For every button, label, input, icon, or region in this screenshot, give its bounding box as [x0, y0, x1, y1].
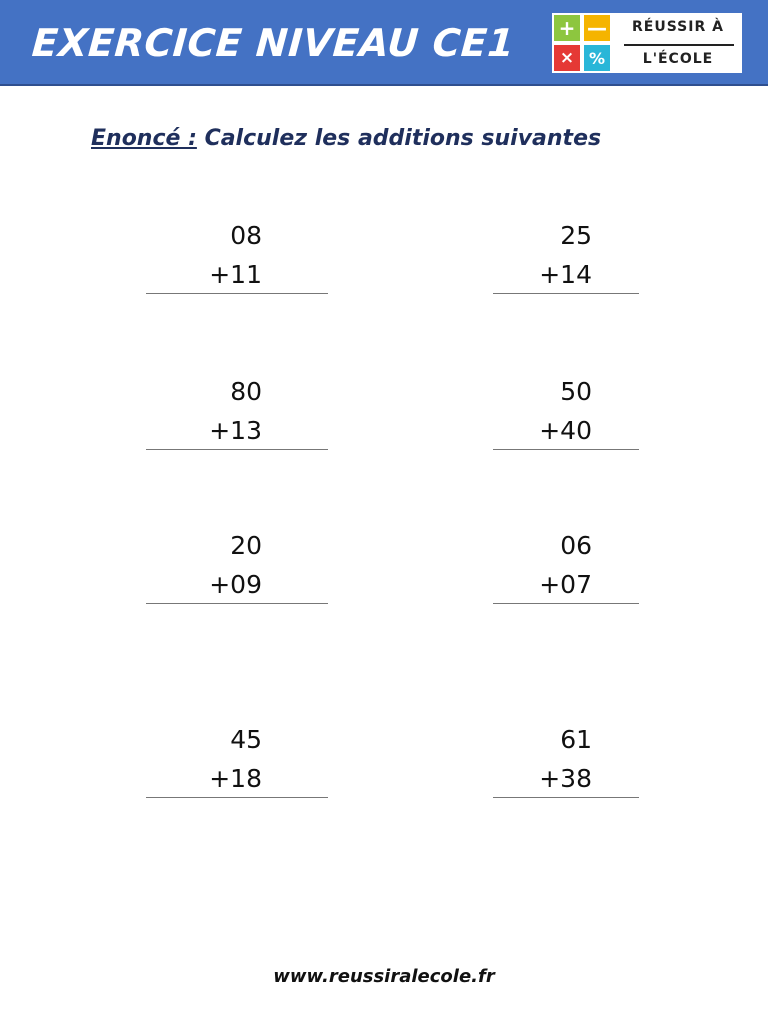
addition-exercise: [0, 725, 768, 805]
statement-text: Calculez les additions suivantes: [204, 126, 602, 151]
reussir-logo: [552, 13, 742, 73]
result-line: [493, 603, 639, 604]
first-operand: 45: [230, 725, 262, 754]
footer-url: www.reussiralecole.fr: [273, 966, 495, 987]
result-line: [493, 797, 639, 798]
statement-label: Enoncé :: [91, 126, 197, 151]
second-operand: +40: [539, 416, 592, 445]
plus-icon: +: [554, 15, 580, 41]
logo-text-bottom: L'ÉCOLE: [642, 51, 714, 67]
header-banner: [0, 0, 768, 86]
logo-divider: [624, 44, 734, 46]
addition-exercise: [0, 221, 768, 301]
first-operand: 61: [560, 725, 592, 754]
divide-icon: %: [584, 45, 610, 71]
second-operand: +13: [209, 416, 262, 445]
result-line: [493, 293, 639, 294]
logo-text-top: RÉUSSIR À: [632, 19, 724, 35]
page-title: EXERCICE NIVEAU CE1: [30, 21, 517, 65]
second-operand: +38: [539, 764, 592, 793]
minus-icon: —: [584, 15, 610, 41]
second-operand: +09: [209, 570, 262, 599]
addition-exercise: [0, 377, 768, 457]
addition-exercise: [0, 531, 768, 611]
second-operand: +14: [539, 260, 592, 289]
first-operand: 08: [230, 221, 262, 250]
second-operand: +18: [209, 764, 262, 793]
first-operand: 25: [560, 221, 592, 250]
result-line: [493, 449, 639, 450]
first-operand: 20: [230, 531, 262, 560]
first-operand: 80: [230, 377, 262, 406]
first-operand: 06: [560, 531, 592, 560]
first-operand: 50: [560, 377, 592, 406]
times-icon: ×: [554, 45, 580, 71]
exercise-statement: [91, 126, 601, 151]
second-operand: +07: [539, 570, 592, 599]
second-operand: +11: [209, 260, 262, 289]
